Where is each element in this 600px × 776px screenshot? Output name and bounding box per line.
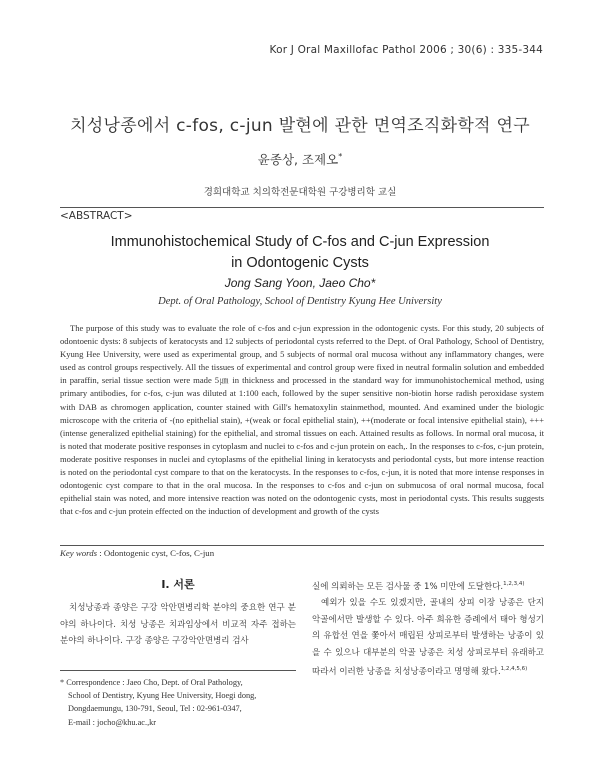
english-title-line2: in Odontogenic Cysts <box>231 255 369 271</box>
english-title-line1: Immunohistochemical Study of C-fos and C-jun Expression <box>110 234 490 250</box>
intro-right-column <box>312 576 544 681</box>
abstract-body: The purpose of this study was to evaluate the role of c-fos and c-jun expression in the odontogenic cysts. For this study, 20 subjects of odontoenic dysts: 8 subjects of keratocysts and 12 subjects of periodontal cysts referred to the Dept. of Oral Pathology, School of Dentistry, Kyung Hee University, were used as experimental group, and 5 subjects of normal oral mucosa without any inflammatory changes, were used as control groups respectively. All the tissues of experimental and control group were fixed in neutral formalin solution and embedded in paraffin, serial tissue section were made 5㎛ in thickness and processed in the standard way for immunohistochemical method, using primary antibodies, for c-fos, c-jun was diluted at 1:100 each, followed by the super sensitive non-biotin horse radish peroxidase system with DAB as chromogen application, counter stained with Gill's hematoxylin stainmethod, mounted. And examined under the biologic microscope with the criteria of -(no epithelial stain), +(weak or focal epithelial stain), ++(moderate or focal intensive epithelial stain), +++(intense generalized epithelial staining) for the epithelial, and stromal tissues on each. Attained results as follows. In normal oral mucosa, it is noted that moderate positive responses in cytoplasm and nuclei to c-fos and c-jun protein on each,. In the responses to c-fos, c-jun protein, moderate positive responses in nuclei and cytoplasms of the epithelial lining in keratocysts and periodontal cysts, but more intense reaction is noted on the periodontal cyst compare to that on the keratocysts. In the responses to c-fos, c-jun, it is noted that more intense responses in odontogenic cyst compare to that in the oral mucosa. In the responses to c-fos and c-jun on submucosa of oral normal mucosa, focal epithelial stain was noted, and more intensive reaction was noted on the odontogenic cysts, most in periodontal cysts. This results suggests that c-fos and c-jun protein effected on the induction of development and growth of the cysts <box>60 323 544 517</box>
citation-ref-2: 1,2,4,5,6) <box>500 666 528 673</box>
section-heading: Ⅰ. 서론 <box>161 578 195 591</box>
footnote-email: E-mail : jocho@khu.ac.,kr <box>68 717 157 727</box>
korean-affiliation: 경희대학교 치의학전문대학원 구강병리학 교실 <box>203 187 397 198</box>
english-authors: Jong Sang Yoon, Jaeo Cho* <box>224 276 376 290</box>
keywords <box>60 545 544 558</box>
intro-right-text-1: 실에 의뢰하는 모든 검사물 중 1% 미만에 도달한다. <box>312 581 504 592</box>
intro-right-text-2: 예외가 있을 수도 있겠지만, 골내의 상피 이장 낭종은 단지 악골에서만 발생할 수 있다. 아주 희유한 증례에서 태아 형성기의 유합선 연을 쫓아서 매립된 상피로부터 발생하는 낭종이 있을 수 있으나 대부분의 악골 낭종은 치성 상피로부터 유래하고 따라서 이러한 낭종을 치성낭종이라고 명명해 왔다. <box>312 598 544 678</box>
footnote-line-2: School of Dentistry, Kyung Hee University, Hoegi dong, <box>68 691 257 701</box>
english-affiliation: Dept. of Oral Pathology, School of Dentistry Kyung Hee University <box>158 296 442 307</box>
correspondence-footnote <box>60 676 296 729</box>
keywords-value: : Odontogenic cyst, C-fos, C-jun <box>97 548 215 558</box>
abstract-divider <box>60 207 544 208</box>
korean-authors <box>0 150 600 168</box>
keywords-label: Key words <box>60 548 98 558</box>
footnote-line-1: * Correspondence : Jaeo Cho, Dept. of Oral Pathology, <box>60 678 243 687</box>
intro-left-column: 치성낭종과 종양은 구강 악안면병리학 분야의 중요한 연구 분야의 하나이다. 치성 낭종은 치과임상에서 비교적 자주 접하는 분야의 하나이다. 구강 종양은 구강악안면병리 검사 <box>60 603 296 646</box>
intro-right-paragraph-1 <box>312 576 544 595</box>
korean-title: 치성낭종에서 c-fos, c-jun 발현에 관한 면역조직화학적 연구 <box>70 116 530 136</box>
abstract-label: <ABSTRACT> <box>60 210 133 222</box>
english-title <box>0 232 600 274</box>
journal-reference: Kor J Oral Maxillofac Pathol 2006 ; 30(6) : 335-344 <box>269 44 543 56</box>
footnote-divider <box>60 670 296 671</box>
intro-right-paragraph-2 <box>312 595 544 680</box>
citation-ref-1: 1,2,3,4) <box>503 581 525 587</box>
footnote-line-3: Dongdaemungu, 130-791, Seoul, Tel : 02-961-0347, <box>68 704 242 714</box>
korean-author-names: 윤종상, 조제오 <box>257 152 339 167</box>
corresponding-author-mark: * <box>338 151 343 161</box>
